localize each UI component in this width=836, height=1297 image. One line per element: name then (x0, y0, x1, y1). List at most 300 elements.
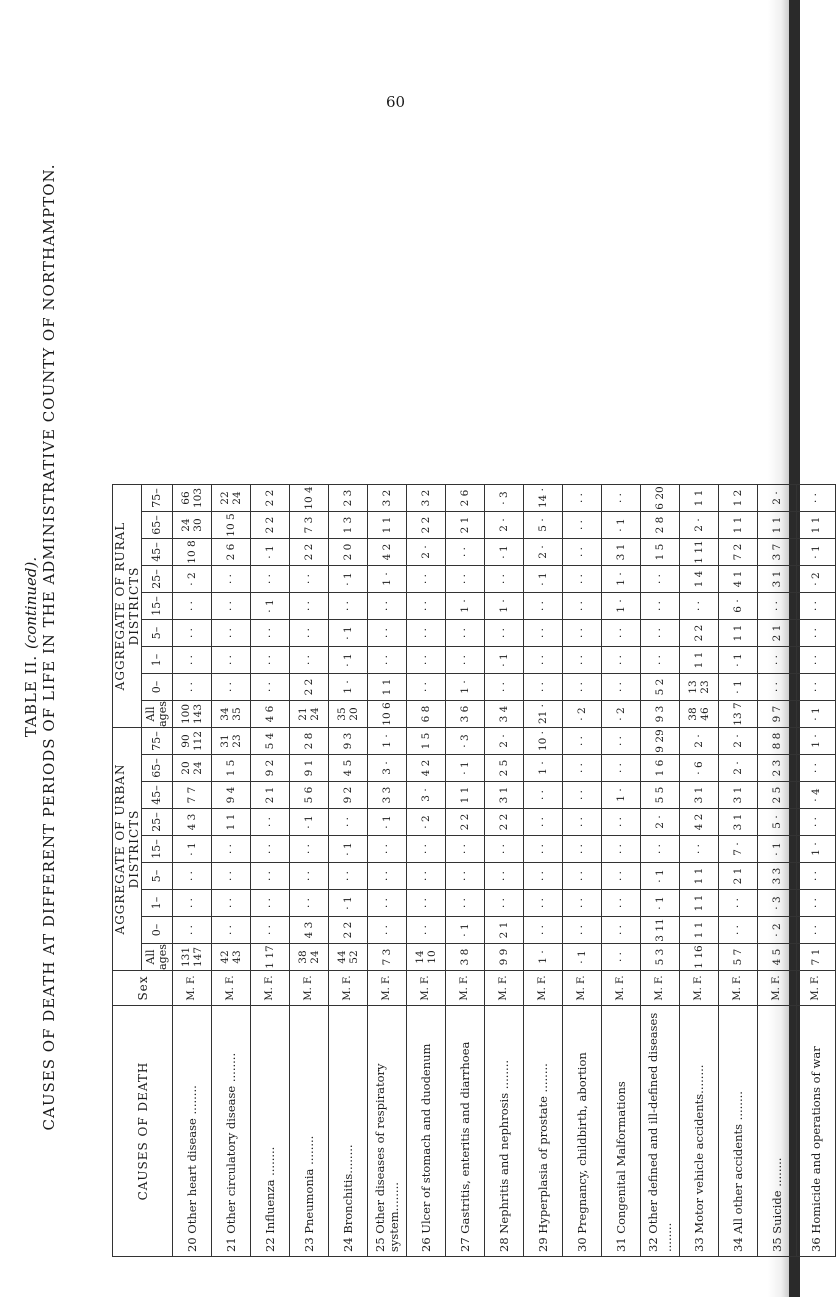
urban-value-cell: · 1 (290, 809, 329, 836)
urban-value-cell: 2 · (719, 755, 758, 782)
table-row (680, 485, 719, 1257)
rural-value-cell: 1 2 (719, 485, 758, 512)
urban-age-header: 45– (142, 782, 173, 809)
urban-value-cell: · 1 (641, 863, 680, 890)
urban-value-cell: · · (602, 728, 641, 755)
urban-value-cell: 1 1 (212, 809, 251, 836)
rural-value-cell: · 1 (329, 647, 368, 674)
sex-cell: M. F. (563, 971, 602, 1006)
rural-value-cell: · · (524, 620, 563, 647)
rural-value-cell: · 1 (329, 566, 368, 593)
urban-age-header: 25– (142, 809, 173, 836)
rural-value-cell: 9 3 (641, 701, 680, 728)
urban-age-header: 15– (142, 836, 173, 863)
urban-value-cell: 2 · (719, 728, 758, 755)
urban-value-cell: · 2 (758, 917, 797, 944)
urban-value-cell: 44 52 (329, 944, 368, 971)
rural-value-cell: 3 4 (485, 701, 524, 728)
urban-value-cell: · · (407, 836, 446, 863)
rural-value-cell: · 2 (563, 701, 602, 728)
sex-cell: M. F. (407, 971, 446, 1006)
rural-value-cell: 10 6 (368, 701, 407, 728)
rural-value-cell: · 1 (797, 539, 836, 566)
rural-value-cell: 1 · (602, 593, 641, 620)
urban-value-cell: · · (524, 917, 563, 944)
urban-value-cell: 5 5 (641, 782, 680, 809)
rural-value-cell: 2 2 (407, 512, 446, 539)
urban-value-cell: 1 · (524, 755, 563, 782)
urban-value-cell: · · (251, 809, 290, 836)
rural-value-cell: · · (290, 566, 329, 593)
sex-cell: M. F. (446, 971, 485, 1006)
rural-group-header: AGGREGATE OF RURAL DISTRICTS (113, 485, 142, 728)
rural-age-header: 0– (142, 674, 173, 701)
urban-value-cell: 8 8 (758, 728, 797, 755)
urban-value-cell: · · (719, 917, 758, 944)
rural-value-cell: · 2 (602, 701, 641, 728)
rural-value-cell: · · (290, 647, 329, 674)
rural-value-cell: 1 · (446, 593, 485, 620)
urban-value-cell: 7 · (719, 836, 758, 863)
urban-value-cell: 7 7 (173, 782, 212, 809)
urban-value-cell: 2 5 (485, 755, 524, 782)
urban-value-cell: · · (446, 890, 485, 917)
urban-value-cell: · · (290, 890, 329, 917)
urban-value-cell: 3 11 (641, 917, 680, 944)
urban-value-cell: · · (563, 809, 602, 836)
urban-value-cell: 7 1 (797, 944, 836, 971)
rural-value-cell: · · (524, 674, 563, 701)
rural-value-cell: · · (797, 674, 836, 701)
urban-value-cell: 9 29 (641, 728, 680, 755)
cause-cell: 20 Other heart disease ........ (173, 1006, 212, 1257)
rural-value-cell: · · (641, 566, 680, 593)
urban-value-cell: 3 1 (680, 782, 719, 809)
rural-value-cell: 2 3 (329, 485, 368, 512)
rural-value-cell: 7 2 (719, 539, 758, 566)
urban-value-cell: · · (212, 836, 251, 863)
table-row (446, 485, 485, 1257)
table-row (368, 485, 407, 1257)
sex-cell: M. F. (680, 971, 719, 1006)
rural-value-cell: 2 2 (251, 485, 290, 512)
rural-age-header: 25– (142, 566, 173, 593)
urban-value-cell: 1 · (368, 728, 407, 755)
urban-value-cell: · 1 (329, 836, 368, 863)
rural-value-cell: 1 1 (368, 674, 407, 701)
urban-value-cell: 4 2 (407, 755, 446, 782)
urban-value-cell: 1 1 (446, 782, 485, 809)
urban-value-cell: 20 24 (173, 755, 212, 782)
sex-cell: M. F. (290, 971, 329, 1006)
rural-value-cell: · · (758, 647, 797, 674)
rural-value-cell: 10 5 (212, 512, 251, 539)
urban-value-cell: · · (641, 836, 680, 863)
urban-value-cell: · · (173, 917, 212, 944)
urban-value-cell: 3 3 (368, 782, 407, 809)
rural-value-cell: 5 · (524, 512, 563, 539)
rural-value-cell: · · (173, 674, 212, 701)
urban-value-cell: · · (563, 917, 602, 944)
urban-value-cell: · · (602, 944, 641, 971)
urban-value-cell: 5 4 (251, 728, 290, 755)
cause-cell: 30 Pregnancy, childbirth, abortion (563, 1006, 602, 1257)
rural-value-cell: · 1 (251, 539, 290, 566)
urban-value-cell: 3 3 (758, 863, 797, 890)
rural-value-cell: · 1 (797, 701, 836, 728)
urban-value-cell: 2 1 (251, 782, 290, 809)
rural-value-cell: · · (563, 593, 602, 620)
rural-value-cell: · · (563, 539, 602, 566)
rural-value-cell: · · (797, 620, 836, 647)
rural-value-cell: · · (212, 566, 251, 593)
urban-value-cell: · · (485, 863, 524, 890)
urban-value-cell: · 1 (641, 890, 680, 917)
urban-value-cell: 2 8 (290, 728, 329, 755)
rural-value-cell: · · (524, 647, 563, 674)
table-row (212, 485, 251, 1257)
urban-value-cell: 4 2 (680, 809, 719, 836)
rural-value-cell: 3 1 (758, 566, 797, 593)
urban-value-cell: 1 · (797, 836, 836, 863)
urban-value-cell: · · (797, 809, 836, 836)
cause-cell: 33 Motor vehicle accidents........ (680, 1006, 719, 1257)
rural-value-cell: 4 2 (368, 539, 407, 566)
rural-value-cell: 6 8 (407, 701, 446, 728)
urban-value-cell: 2 1 (719, 863, 758, 890)
cause-cell: 25 Other diseases of respiratory system........ (368, 1006, 407, 1257)
urban-value-cell: · 1 (173, 836, 212, 863)
urban-age-header: 1– (142, 890, 173, 917)
rural-value-cell: · · (407, 593, 446, 620)
urban-value-cell: · · (368, 836, 407, 863)
urban-value-cell: 4 5 (329, 755, 368, 782)
rural-value-cell: · · (407, 647, 446, 674)
urban-value-cell: 5 3 (641, 944, 680, 971)
urban-value-cell: · · (602, 836, 641, 863)
cause-cell: 32 Other defined and ill-defined diseases ........ (641, 1006, 680, 1257)
urban-value-cell: · · (485, 836, 524, 863)
urban-age-header: All ages (142, 944, 173, 971)
urban-value-cell: 1 · (602, 782, 641, 809)
rural-value-cell: 1 11 (680, 539, 719, 566)
urban-value-cell: 4 3 (290, 917, 329, 944)
rural-value-cell: · · (563, 485, 602, 512)
urban-value-cell: 90 112 (173, 728, 212, 755)
urban-value-cell: · 1 (368, 809, 407, 836)
rural-value-cell: 13 23 (680, 674, 719, 701)
rural-value-cell: · · (563, 647, 602, 674)
rural-value-cell: 3 2 (368, 485, 407, 512)
urban-value-cell: 3 1 (719, 782, 758, 809)
urban-value-cell: 2 2 (485, 809, 524, 836)
urban-value-cell: 9 1 (290, 755, 329, 782)
urban-age-header: 65– (142, 755, 173, 782)
urban-value-cell: 2 · (641, 809, 680, 836)
rural-value-cell: 2 6 (446, 485, 485, 512)
rural-value-cell: 34 35 (212, 701, 251, 728)
rural-value-cell: · · (212, 647, 251, 674)
rural-value-cell: 2 1 (446, 512, 485, 539)
rural-value-cell: 1 1 (797, 512, 836, 539)
cause-header: CAUSES OF DEATH (113, 1006, 173, 1257)
rural-value-cell: 1 · (602, 566, 641, 593)
urban-value-cell: 5 7 (719, 944, 758, 971)
urban-value-cell: · · (212, 863, 251, 890)
urban-value-cell: · · (797, 755, 836, 782)
rural-value-cell: · · (446, 539, 485, 566)
urban-value-cell: · · (290, 863, 329, 890)
rural-value-cell: 100 143 (173, 701, 212, 728)
urban-value-cell: 5 · (758, 809, 797, 836)
rural-value-cell: · 1 (329, 620, 368, 647)
rural-value-cell: · · (641, 593, 680, 620)
sex-header: Sex (113, 971, 173, 1006)
rural-value-cell: · · (290, 593, 329, 620)
urban-value-cell: 4 5 (758, 944, 797, 971)
rural-value-cell: 14 · (524, 485, 563, 512)
rural-value-cell: · 1 (719, 674, 758, 701)
urban-value-cell: 3 · (368, 755, 407, 782)
urban-value-cell: · · (602, 809, 641, 836)
urban-value-cell: 42 43 (212, 944, 251, 971)
sex-cell: M. F. (329, 971, 368, 1006)
sex-cell: M. F. (641, 971, 680, 1006)
rural-value-cell: 2 2 (290, 674, 329, 701)
rural-value-cell: · · (680, 593, 719, 620)
rural-value-cell: · 1 (602, 512, 641, 539)
cause-cell: 36 Homicide and operations of war (797, 1006, 836, 1257)
urban-value-cell: · · (329, 809, 368, 836)
table-row (251, 485, 290, 1257)
table-row (641, 485, 680, 1257)
rural-value-cell: · 2 (173, 566, 212, 593)
rural-value-cell: · · (407, 566, 446, 593)
urban-value-cell: · · (251, 890, 290, 917)
rural-value-cell: 1 1 (368, 512, 407, 539)
rural-value-cell: 6 · (719, 593, 758, 620)
rural-value-cell: 2 · (524, 539, 563, 566)
rural-value-cell: · · (446, 620, 485, 647)
rural-value-cell: · · (641, 620, 680, 647)
urban-value-cell: 3 · (407, 782, 446, 809)
rural-value-cell: 2 0 (329, 539, 368, 566)
cause-cell: 28 Nephritis and nephrosis ........ (485, 1006, 524, 1257)
urban-age-header: 5– (142, 863, 173, 890)
urban-value-cell: · · (368, 917, 407, 944)
rural-value-cell: 1 · (446, 674, 485, 701)
cause-cell: 27 Gastritis, enteritis and diarrhoea (446, 1006, 485, 1257)
table-row (173, 485, 212, 1257)
rural-value-cell: 1 3 (329, 512, 368, 539)
urban-value-cell: · · (563, 863, 602, 890)
rural-value-cell: 5 2 (641, 674, 680, 701)
rural-value-cell: 3 6 (446, 701, 485, 728)
urban-value-cell: · · (602, 917, 641, 944)
rural-age-header: All ages (142, 701, 173, 728)
rural-value-cell: · · (563, 674, 602, 701)
rural-value-cell: · · (797, 593, 836, 620)
table-row (329, 485, 368, 1257)
rural-value-cell: · · (602, 485, 641, 512)
urban-value-cell: 1 · (524, 944, 563, 971)
urban-value-cell: 131 147 (173, 944, 212, 971)
rural-value-cell: 10 4 (290, 485, 329, 512)
urban-value-cell: 1 5 (212, 755, 251, 782)
urban-value-cell: · · (173, 863, 212, 890)
urban-value-cell: · · (797, 863, 836, 890)
rural-value-cell: · · (251, 647, 290, 674)
cause-cell: 24 Bronchitis........ (329, 1006, 368, 1257)
urban-group-header: AGGREGATE OF URBAN DISTRICTS (113, 728, 142, 971)
urban-value-cell: 7 3 (368, 944, 407, 971)
rural-value-cell: · · (485, 674, 524, 701)
urban-value-cell: · · (602, 863, 641, 890)
urban-value-cell: · · (563, 836, 602, 863)
rural-value-cell: · · (446, 566, 485, 593)
rural-value-cell: · · (173, 593, 212, 620)
urban-value-cell: 1 17 (251, 944, 290, 971)
sex-cell: M. F. (212, 971, 251, 1006)
cause-cell: 35 Suicide ........ (758, 1006, 797, 1257)
rural-value-cell: 1 1 (758, 512, 797, 539)
urban-value-cell: 9 9 (485, 944, 524, 971)
rural-value-cell: · · (329, 593, 368, 620)
sex-cell: M. F. (485, 971, 524, 1006)
sex-cell: M. F. (602, 971, 641, 1006)
urban-value-cell: 5 6 (290, 782, 329, 809)
rural-value-cell: · · (563, 620, 602, 647)
urban-value-cell: · · (524, 809, 563, 836)
urban-value-cell: · · (563, 755, 602, 782)
urban-value-cell: · · (212, 917, 251, 944)
rural-value-cell: 1 · (485, 593, 524, 620)
rural-value-cell: · 2 (797, 566, 836, 593)
urban-value-cell: · · (446, 863, 485, 890)
urban-value-cell: · · (251, 836, 290, 863)
table-row (524, 485, 563, 1257)
urban-value-cell: · · (524, 782, 563, 809)
urban-value-cell: · · (212, 890, 251, 917)
urban-value-cell: 2 2 (446, 809, 485, 836)
urban-value-cell: 14 10 (407, 944, 446, 971)
rural-value-cell: · · (251, 674, 290, 701)
rural-value-cell: · · (563, 566, 602, 593)
urban-value-cell: · 1 (329, 890, 368, 917)
urban-value-cell: 1 1 (680, 890, 719, 917)
urban-value-cell: 38 24 (290, 944, 329, 971)
urban-value-cell: · 3 (446, 728, 485, 755)
urban-value-cell: · · (173, 890, 212, 917)
rural-value-cell: 4 6 (251, 701, 290, 728)
urban-value-cell: 2 3 (758, 755, 797, 782)
urban-value-cell: · 1 (446, 755, 485, 782)
urban-value-cell: · · (719, 890, 758, 917)
rural-value-cell: 1 1 (719, 620, 758, 647)
sex-cell: M. F. (173, 971, 212, 1006)
rural-value-cell: · · (368, 593, 407, 620)
rural-value-cell: · 1 (251, 593, 290, 620)
rural-value-cell: 10 8 (173, 539, 212, 566)
rural-value-cell: · · (797, 647, 836, 674)
table-row (290, 485, 329, 1257)
urban-value-cell: 9 2 (329, 782, 368, 809)
urban-value-cell: · · (251, 917, 290, 944)
table-title-prefix: TABLE II. (22, 654, 40, 738)
rural-value-cell: 6 20 (641, 485, 680, 512)
urban-value-cell: · · (797, 890, 836, 917)
rural-value-cell: 2 · (680, 512, 719, 539)
rural-value-cell: · · (641, 647, 680, 674)
rural-value-cell: · · (407, 620, 446, 647)
rural-value-cell: · · (290, 620, 329, 647)
urban-value-cell: · 6 (680, 755, 719, 782)
urban-value-cell: 4 3 (173, 809, 212, 836)
urban-value-cell: 9 2 (251, 755, 290, 782)
rural-value-cell: · · (251, 566, 290, 593)
rural-value-cell: · · (173, 620, 212, 647)
urban-value-cell: 2 · (680, 728, 719, 755)
rural-value-cell: 1 1 (680, 485, 719, 512)
rural-value-cell: · · (602, 674, 641, 701)
urban-value-cell: · · (797, 917, 836, 944)
urban-value-cell: 3 8 (446, 944, 485, 971)
urban-value-cell: · · (446, 836, 485, 863)
rural-value-cell: 24 30 (173, 512, 212, 539)
urban-value-cell: 1 1 (680, 917, 719, 944)
table-row (563, 485, 602, 1257)
urban-value-cell: · · (290, 836, 329, 863)
rural-value-cell: · · (446, 647, 485, 674)
table-row (485, 485, 524, 1257)
rural-value-cell: 1 · (368, 566, 407, 593)
rural-age-header: 75– (142, 485, 173, 512)
cause-cell: 23 Pneumonia ........ (290, 1006, 329, 1257)
rural-value-cell: · · (407, 674, 446, 701)
urban-value-cell: 1 6 (641, 755, 680, 782)
urban-value-cell: · · (407, 917, 446, 944)
urban-value-cell: 2 5 (758, 782, 797, 809)
rural-value-cell: · · (485, 620, 524, 647)
rural-age-header: 45– (142, 539, 173, 566)
urban-value-cell: · · (563, 782, 602, 809)
urban-value-cell: · · (368, 890, 407, 917)
table-row (602, 485, 641, 1257)
urban-age-header: 75– (142, 728, 173, 755)
urban-value-cell: · · (407, 890, 446, 917)
rural-value-cell: 1 1 (719, 512, 758, 539)
rural-value-cell: · 3 (485, 485, 524, 512)
rural-value-cell: 1 5 (641, 539, 680, 566)
rural-value-cell: · · (758, 593, 797, 620)
rural-value-cell: · · (563, 512, 602, 539)
rural-value-cell: 21 24 (290, 701, 329, 728)
rural-value-cell: · · (368, 620, 407, 647)
sex-cell: M. F. (251, 971, 290, 1006)
rural-value-cell: 1 4 (680, 566, 719, 593)
rural-age-header: 15– (142, 593, 173, 620)
cause-cell: 34 All other accidents ........ (719, 1006, 758, 1257)
rural-value-cell: · 1 (485, 539, 524, 566)
sex-cell: M. F. (758, 971, 797, 1006)
urban-value-cell: · · (485, 890, 524, 917)
rural-value-cell: 3 1 (602, 539, 641, 566)
rural-value-cell: · 1 (524, 566, 563, 593)
urban-value-cell: · 2 (407, 809, 446, 836)
page-number: 60 (386, 93, 406, 111)
rural-value-cell: · · (797, 485, 836, 512)
urban-value-cell: · · (524, 863, 563, 890)
